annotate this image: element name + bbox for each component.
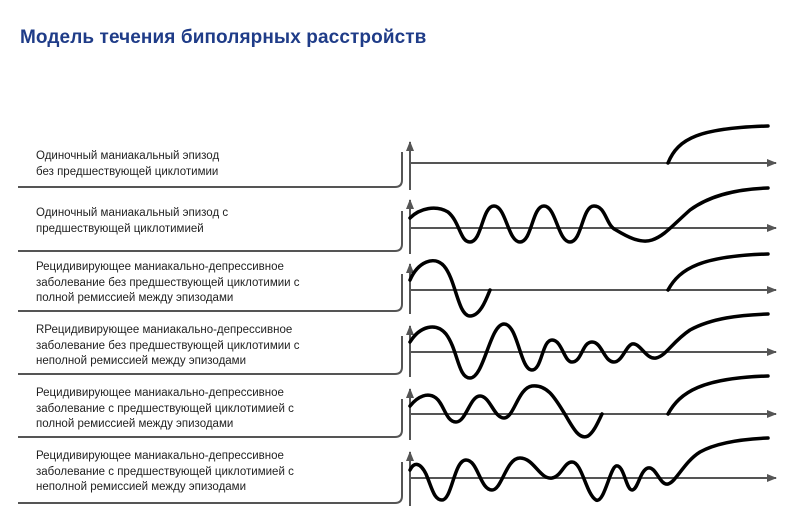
row-label-4: RРецидивирующее маниакально-депрессивное заболевание без предшествующей циклотимии с неполной ремиссией между эпизодами	[36, 324, 300, 367]
row-label-2: Одиночный маниакальный эпизод с предшествующей циклотимией	[36, 207, 229, 235]
row-2-graph	[18, 188, 776, 254]
row-1-separator	[18, 152, 402, 187]
row-1-graph	[18, 126, 776, 190]
row-5-curve-b	[668, 376, 768, 414]
row-2-separator	[18, 211, 402, 251]
row-label-1: Одиночный маниакальный эпизод без предшествующей циклотимии	[36, 150, 220, 178]
row-2-curve	[410, 188, 768, 242]
row-6-separator	[18, 462, 402, 503]
row-5-curve-a	[410, 386, 602, 437]
row-3-graph	[18, 254, 776, 316]
row-4-curve	[410, 314, 768, 378]
row-5-separator	[18, 399, 402, 437]
page-title: Модель течения биполярных расстройств	[20, 27, 427, 48]
row-3-curve-b	[668, 254, 768, 290]
row-label-3: Рецидивирующее маниакально-депрессивное заболевание без предшествующей циклотимии с полной ремиссией между эпизодами	[36, 261, 300, 304]
row-4-graph	[18, 314, 776, 378]
row-label-5: Рецидивирующее маниакально-депрессивное заболевание с предшествующей циклотимией с полной ремиссией между эпизодами	[36, 387, 294, 430]
row-1-curve	[668, 126, 768, 163]
row-3-curve-a	[410, 261, 490, 316]
row-6-graph	[18, 438, 776, 506]
row-3-separator	[18, 274, 402, 311]
row-5-graph	[18, 376, 776, 440]
row-label-6: Рецидивирующее маниакально-депрессивное заболевание с предшествующей циклотимией с неполной ремиссией между эпизодами	[36, 450, 294, 493]
row-6-curve	[410, 438, 768, 500]
row-4-separator	[18, 336, 402, 374]
